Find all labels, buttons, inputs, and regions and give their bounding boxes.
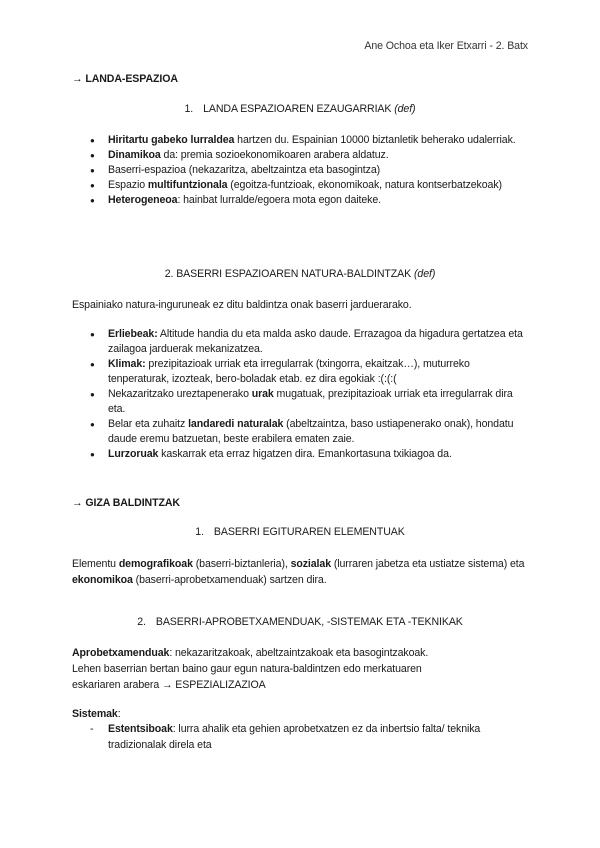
subsection-title-text: BASERRI EGITURAREN ELEMENTUAK: [213, 526, 405, 538]
list-item: ● Heterogeneoa: hainbat lurralde/egoera mota egon daiteke.: [90, 193, 530, 208]
list-item: ● Nekazaritzako ureztapenerako urak mugatuak, prezipitazioak urriak eta irregularrak dira eta.: [90, 387, 530, 417]
natura-baldintzak-list: [90, 327, 530, 462]
subsection-title-text: 2. BASERRI ESPAZIOAREN NATURA-BALDINTZAK: [164, 268, 412, 280]
subsection-number: 1.: [195, 526, 204, 538]
list-item: ● Espazio multifuntzionala (egoitza-funtzioak, ekonomikoak, natura kontserbatzekoak): [90, 178, 530, 193]
natura-intro: Espainiako natura-inguruneak ez ditu baldintza onak baserri jarduerarako.: [72, 299, 412, 311]
list-item: ● Baserri-espazioa (nekazaritza, abeltzaintza eta basogintza): [90, 163, 530, 178]
subsection-number: 1.: [184, 103, 194, 115]
elementuak-paragraph: Elementu demografikoak (baserri-biztanleria), sozialak (lurraren jabetza eta ustiatze sistema) eta ekonomikoa (baserri-aprobetxamenduak) sartzen dira.: [72, 558, 525, 586]
sistemak-list: [90, 721, 530, 753]
aprobetxamenduak-paragraph: Aprobetxamenduak: nekazaritzakoak, abeltzaintzakoak eta basogintzakoak.: [72, 647, 429, 659]
subsection-title-ezaugarriak: [0, 103, 600, 115]
espezializazioa-paragraph: Lehen baserrian bertan baino gaur egun natura-baldintzen edo merkatuaren eskariaren arabera → ESPEZIALIZAZIOA: [72, 663, 422, 691]
list-item: ● Klimak: prezipitazioak urriak eta irregularrak (txingorra, ekaitzak…), muturreko tenperaturak, izozteak, bero-boladak etab. ez dira egokiak :(:(:(: [90, 357, 530, 387]
list-item: ● Hiritartu gabeko lurraldea hartzen du. Espainian 10000 biztanletik beherako udalerriak.: [90, 133, 530, 148]
page-header: Ane Ochoa eta Iker Etxarri - 2. Batx: [364, 40, 528, 52]
section-title-landa-espazioa: → LANDA-ESPAZIOA: [72, 73, 178, 85]
list-item: ● Dinamikoa da: premia sozioekonomikoaren arabera aldatuz.: [90, 148, 530, 163]
list-item: - Estentsiboak: lurra ahalik eta gehien aprobetxatzen ez da inbertsio falta/ teknika tradizionalak direla eta: [90, 721, 530, 753]
list-item: ● Belar eta zuhaitz landaredi naturalak (abeltzaintza, baso ustiapenerako onak), hondatu daude eremu batzuetan, beste erabilera ematen zaie.: [90, 417, 530, 447]
subsection-title-elementuak: [0, 526, 600, 538]
def-label: (def): [413, 268, 436, 280]
section-title-giza-baldintzak: → GIZA BALDINTZAK: [72, 497, 180, 509]
list-item: ● Erliebeak: Altitude handia du eta malda asko daude. Errazagoa da higadura gertatzea eta zailagoa jarduerak mekanizatzea.: [90, 327, 530, 357]
subsection-title-aprobetxamenduak: [0, 616, 600, 628]
subsection-title-text: LANDA ESPAZIOAREN EZAUGARRIAK: [203, 103, 392, 115]
subsection-number: 2.: [137, 616, 146, 628]
list-item: ● Lurzoruak kaskarrak eta erraz higatzen dira. Emankortasuna txikiagoa da.: [90, 447, 530, 462]
sistemak-label: Sistemak:: [72, 708, 121, 720]
subsection-title-text: BASERRI-APROBETXAMENDUAK, -SISTEMAK ETA -TEKNIKAK: [155, 616, 463, 628]
ezaugarriak-list: [90, 133, 530, 208]
def-label: (def): [394, 103, 416, 115]
subsection-title-natura-baldintzak: [0, 268, 600, 280]
